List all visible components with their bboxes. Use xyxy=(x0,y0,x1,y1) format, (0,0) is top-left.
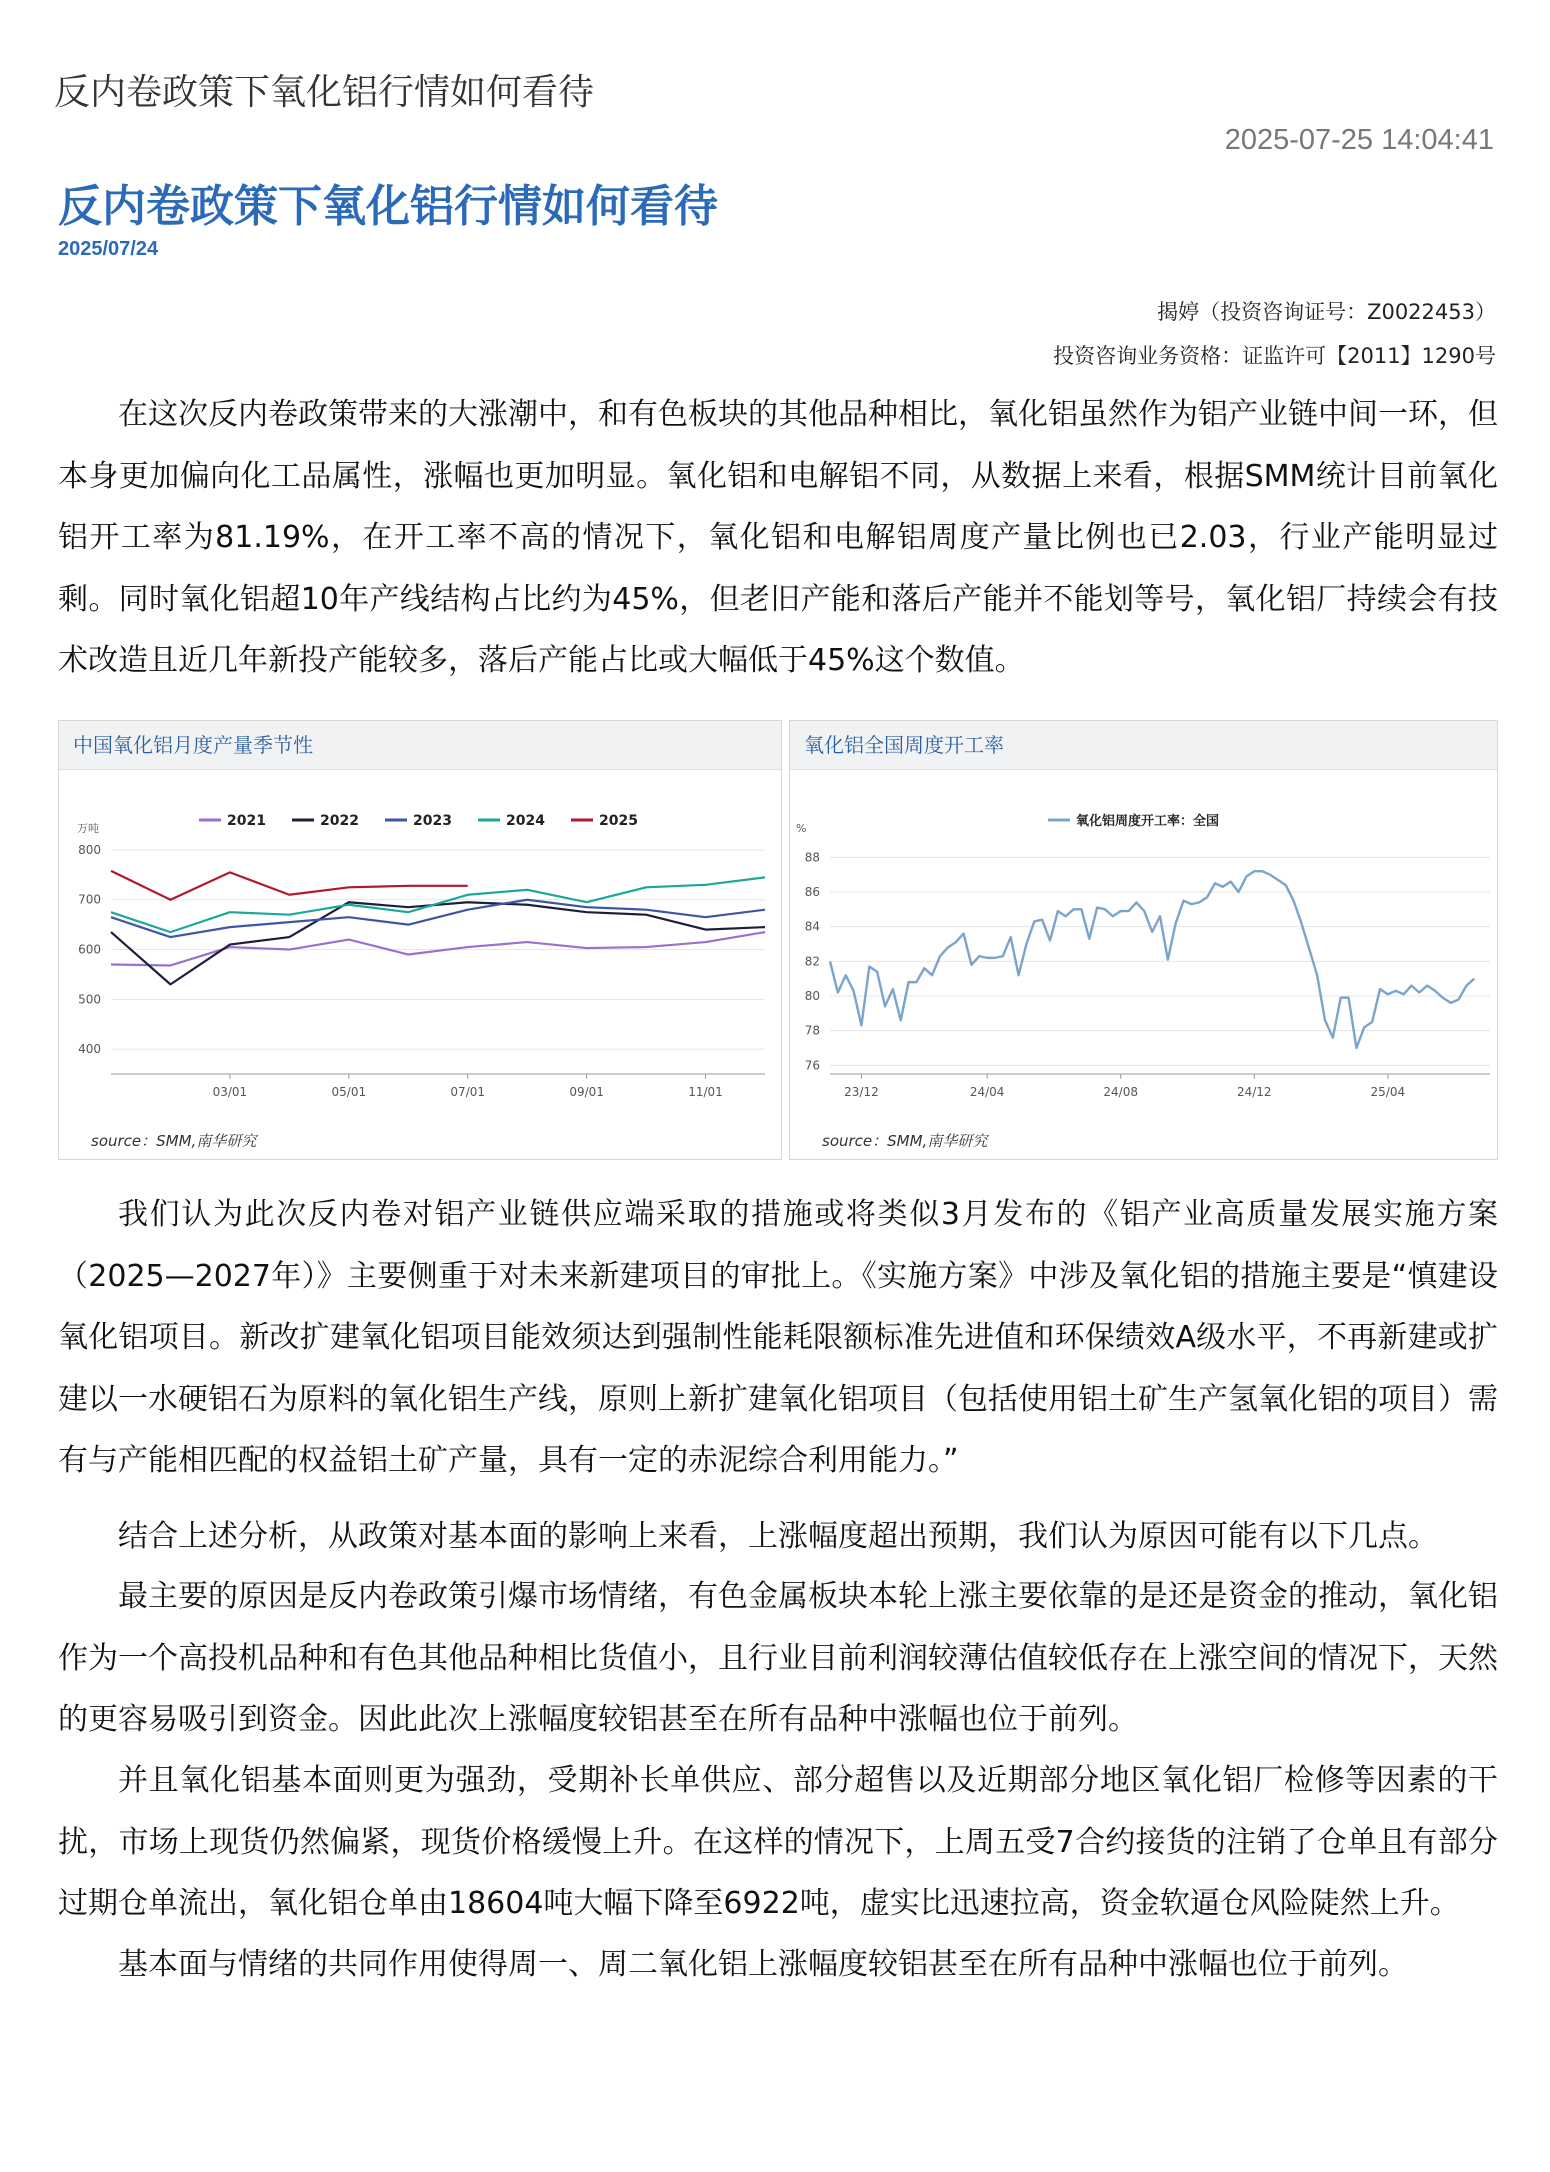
x-tick-label: 07/01 xyxy=(450,1085,486,1099)
y-tick-label: 800 xyxy=(78,842,101,857)
utilization-chart-panel xyxy=(789,720,1498,1160)
paragraph-5: 并且氧化铝基本面则更为强劲，受期补长单供应、部分超售以及近期部分地区氧化铝厂检修等因素的干扰，市场上现货仍然偏紧，现货价格缓慢上升。在这样的情况下，上周五受7合约接货的注销了仓单且有部分过期仓单流出，氧化铝仓单由18604吨大幅下降至6922吨，虚实比迅速拉高，资金软逼仓风险陡然上升。 xyxy=(58,1763,1498,1921)
y-tick-label: 76 xyxy=(804,1058,820,1073)
paragraph-3: 结合上述分析，从政策对基本面的影响上来看，上涨幅度超出预期，我们认为原因可能有以下几点。 xyxy=(118,1519,1438,1554)
y-tick-label: 84 xyxy=(804,919,820,934)
timestamp: 2025-07-25 14:04:41 xyxy=(1224,124,1494,156)
article-date: 2025/07/24 xyxy=(58,238,159,260)
x-tick-label: 24/12 xyxy=(1236,1085,1272,1099)
y-tick-label: 86 xyxy=(804,885,820,899)
page-title: 反内卷政策下氧化铝行情如何看待 xyxy=(54,72,595,113)
y-tick-label: 400 xyxy=(78,1042,101,1057)
legend-label: 2024 xyxy=(506,813,545,829)
legend-label: 2025 xyxy=(599,813,638,829)
series-line-2022 xyxy=(111,902,765,984)
x-tick-label: 11/01 xyxy=(688,1085,723,1099)
paragraph-1: 在这次反内卷政策带来的大涨潮中，和有色板块的其他品种相比，氧化铝虽然作为铝产业链中间一环，但本身更加偏向化工品属性，涨幅也更加明显。氧化铝和电解铝不同，从数据上来看，根据SMM统计目前氧化铝开工率为81.19%，在开工率不高的情况下，氧化铝和电解铝周度产量比例也已2.03，行业产能明显过剩。同时氧化铝超10年产线结构占比约为45%，但老旧产能和落后产能并不能划等号，氧化铝厂持续会有技术改造且近几年新投产能较多，落后产能占比或大幅低于45%这个数值。 xyxy=(58,397,1498,678)
series-line-氧化铝周度开工率：全国 xyxy=(830,871,1474,1048)
x-tick-label: 24/04 xyxy=(969,1085,1005,1099)
y-axis-unit-label: % xyxy=(796,822,807,835)
legend-label: 2021 xyxy=(227,813,266,829)
x-tick-label: 24/08 xyxy=(1103,1085,1139,1099)
paragraph-4: 最主要的原因是反内卷政策引爆市场情绪，有色金属板块本轮上涨主要依靠的是还是资金的推动，氧化铝作为一个高投机品种和有色其他品种相比货值小，且行业目前利润较薄估值较低存在上涨空间的情况下，天然的更容易吸引到资金。因此此次上涨幅度较铝甚至在所有品种中涨幅也位于前列。 xyxy=(58,1579,1498,1737)
y-tick-label: 700 xyxy=(78,892,101,907)
x-tick-label: 05/01 xyxy=(331,1085,367,1099)
utilization-chart xyxy=(790,770,1497,1160)
x-tick-label: 23/12 xyxy=(844,1085,879,1099)
chart-title: 中国氧化铝月度产量季节性 xyxy=(59,721,781,770)
seasonal-output-chart-panel xyxy=(58,720,782,1160)
x-tick-label: 09/01 xyxy=(569,1085,604,1099)
x-tick-label: 25/04 xyxy=(1370,1085,1406,1099)
legend-label: 2022 xyxy=(320,813,359,829)
author-line: 揭婷（投资咨询证号：Z0022453） xyxy=(1157,300,1496,324)
y-tick-label: 88 xyxy=(804,850,820,865)
y-tick-label: 500 xyxy=(78,992,101,1007)
paragraph-2: 我们认为此次反内卷对铝产业链供应端采取的措施或将类似3月发布的《铝产业高质量发展实施方案（2025—2027年）》主要侧重于对未来新建项目的审批上。《实施方案》中涉及氧化铝的措施主要是“慎建设氧化铝项目。新改扩建氧化铝项目能效须达到强制性能耗限额标准先进值和环保绩效A级水平，不再新建或扩建以一水硬铝石为原料的氧化铝生产线，原则上新扩建氧化铝项目（包括使用铝土矿生产氢氧化铝的项目）需有与产能相匹配的权益铝土矿产量，具有一定的赤泥综合利用能力。” xyxy=(58,1197,1498,1478)
series-line-2025 xyxy=(111,871,468,900)
legend-label: 氧化铝周度开工率：全国 xyxy=(1076,814,1220,829)
y-tick-label: 82 xyxy=(804,954,820,969)
x-tick-label: 03/01 xyxy=(212,1085,248,1099)
chart-title: 氧化铝全国周度开工率 xyxy=(790,721,1497,770)
article-title: 反内卷政策下氧化铝行情如何看待 xyxy=(58,181,718,232)
legend-label: 2023 xyxy=(413,813,452,829)
y-axis-unit-label: 万吨 xyxy=(77,822,99,835)
y-tick-label: 600 xyxy=(78,942,101,957)
license-line: 投资咨询业务资格：证监许可【2011】1290号 xyxy=(1053,344,1496,368)
seasonal-output-chart xyxy=(59,770,781,1160)
series-line-2021 xyxy=(111,932,765,965)
y-tick-label: 80 xyxy=(804,989,820,1003)
y-tick-label: 78 xyxy=(804,1023,820,1038)
chart-source: source：SMM,南华研究 xyxy=(822,1132,988,1150)
chart-source: source：SMM,南华研究 xyxy=(91,1132,257,1150)
paragraph-6: 基本面与情绪的共同作用使得周一、周二氧化铝上涨幅度较铝甚至在所有品种中涨幅也位于前列。 xyxy=(118,1947,1408,1982)
